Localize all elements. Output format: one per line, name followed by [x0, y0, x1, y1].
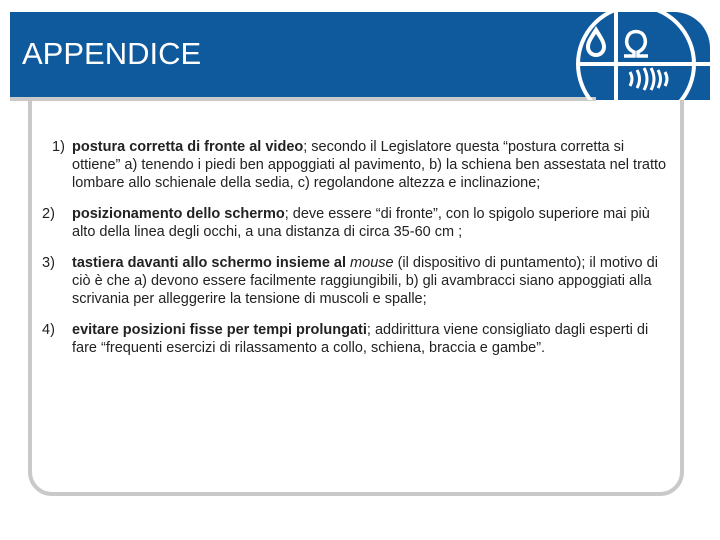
logo — [564, 12, 710, 100]
list-item — [42, 321, 672, 357]
list-item-text: ; deve essere “di fronte”, con lo spigolo superiore mai più alto della linea degli occhi, a una distanza di circa 35-60 cm ; — [72, 206, 650, 240]
list-item-heading: tastiera davanti allo schermo insieme al — [72, 255, 347, 271]
list-item-text: ; addirittura viene consigliato dagli esperti di fare “frequenti esercizi di rilassamento a collo, schiena, braccia e gambe”. — [72, 322, 649, 356]
list-item-number: 4) — [42, 322, 55, 338]
list-item-heading: posizionamento dello schermo — [72, 206, 285, 222]
list-item — [42, 205, 672, 241]
omega-icon — [624, 32, 648, 57]
list-item-emphasis: mouse — [350, 255, 394, 271]
list-item-number: 1) — [52, 139, 65, 155]
slide-title: APPENDICE — [22, 36, 202, 71]
list-item — [42, 254, 672, 308]
list-item-number: 3) — [42, 255, 55, 271]
guidelines-list — [42, 138, 672, 370]
title-bar-underline — [10, 97, 596, 101]
list-item-number: 2) — [42, 206, 55, 222]
list-item-text: ; secondo il Legislatore questa “postura corretta si ottiene” a) tenendo i piedi ben appoggiati al pavimento, b) la schiena ben assestata nel tratto lombare allo schienale della sedia, c) regolandone altezza e inclinazione; — [72, 139, 667, 191]
sound-waves-icon — [630, 68, 667, 90]
list-item — [42, 138, 672, 192]
list-item-text: (il dispositivo di puntamento); il motivo di ciò è che a) devono essere facilmente raggiungibili, b) gli avambracci siano appoggiati alla scrivania per alleggerire la tensione di muscoli e spalle; — [72, 255, 658, 307]
list-item-heading: postura corretta di fronte al video — [72, 139, 304, 155]
list-item-heading: evitare posizioni fisse per tempi prolungati — [72, 322, 367, 338]
